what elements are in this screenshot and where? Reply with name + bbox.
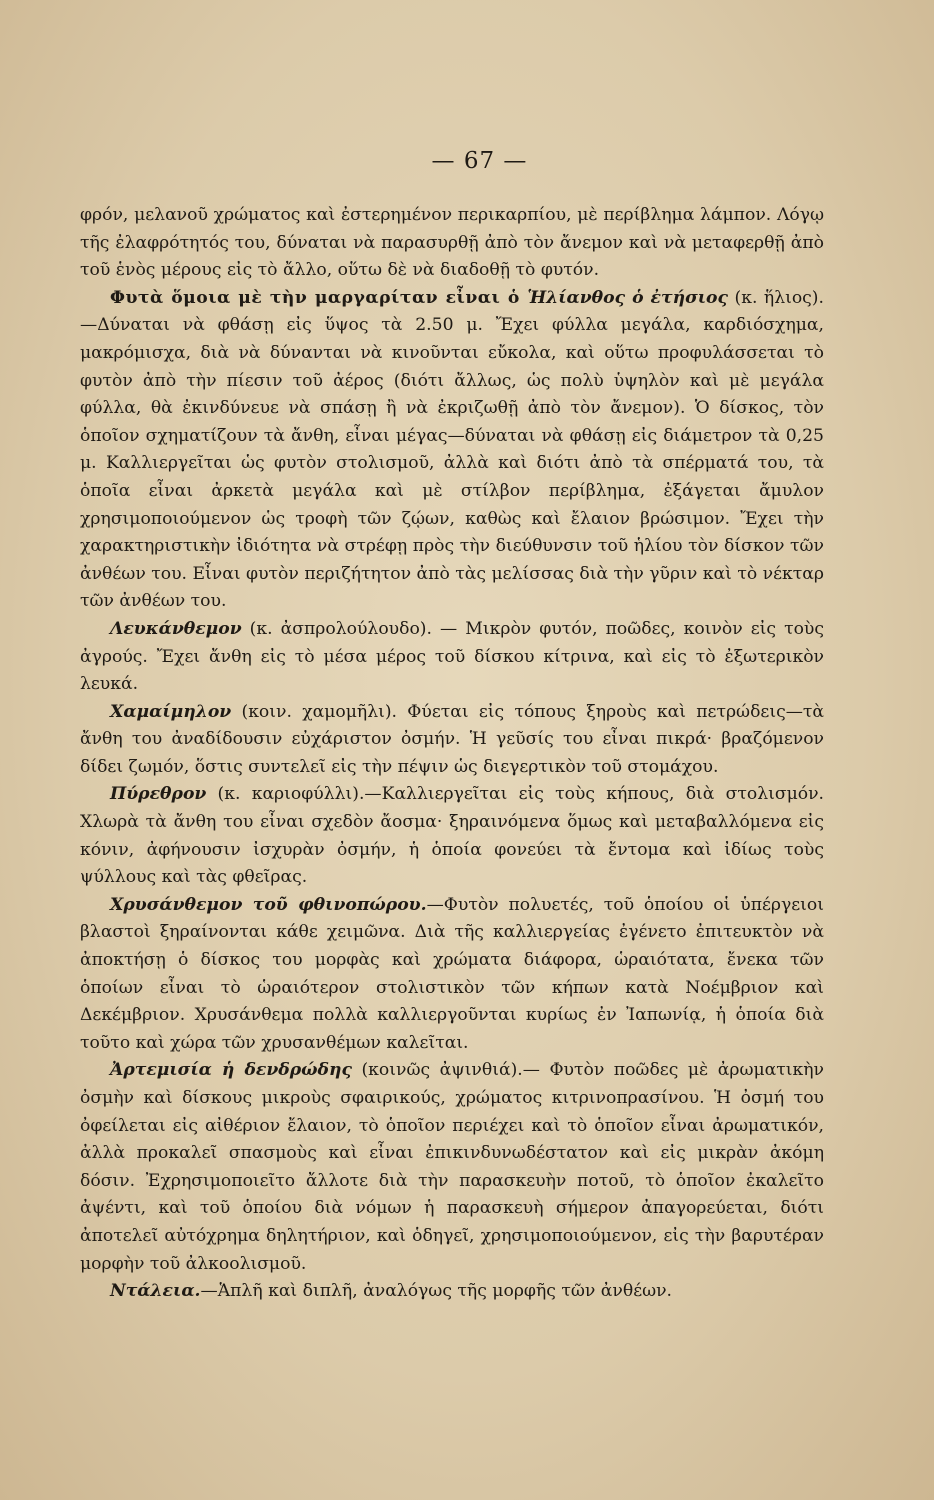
- paragraph-text: —Φυτὸν πολυετές, τοῦ ὁποίου οἱ ὑπέργειοι βλαστοὶ ξηραίνονται κάθε χειμῶνα. Διὰ τῆς καλλιεργείας ἐγένετο ἐπιτευκτὸν νὰ ἀποκτήσῃ ὁ δίσκος του μορφὰς καὶ χρώματα διάφορα, ὡραιότατα, ἔνεκα τῶν ὁποίων εἶναι τὸ ὡραιότερον στολιστικὸν τῶν κήπων κατὰ Νοέμβριον καὶ Δεκέμβριον. Χρυσάνθεμα πολλὰ καλλιεργοῦνται κυρίως ἐν Ἰαπωνίᾳ, ἡ ὁποία διὰ τοῦτο καὶ χώρα τῶν χρυσανθέμων καλεῖται.: [80, 894, 824, 1053]
- plant-term: Χρυσάνθεμον τοῦ φθινοπώρου.: [110, 894, 427, 915]
- body-text: [80, 202, 824, 1306]
- paragraph-chrysanthemum: [80, 892, 824, 1058]
- paragraph-chamomile: [80, 699, 824, 782]
- paragraph-continuation: [80, 202, 824, 285]
- paragraph-leucanthemum: [80, 616, 824, 699]
- plant-term: Ἀρτεμισία ἡ δενδρώδης: [110, 1060, 352, 1081]
- paragraph-text: (κοινῶς ἀψινθιά).— Φυτὸν ποῶδες μὲ ἀρωματικὴν ὀσμὴν καὶ δίσκους μικροὺς σφαιρικούς, χρώματος κιτρινοπρασίνου. Ἡ ὀσμή του ὀφείλεται εἰς αἰθέριον ἔλαιον, τὸ ὁποῖον περιέχει καὶ τὸ ὁποῖον εἶναι ἀρωματικόν, ἀλλὰ προκαλεῖ σπασμοὺς καὶ εἶναι ἐπικινδυνωδέστατον καὶ εἰς μικρὰν ἀκόμη δόσιν. Ἐχρησιμοποιεῖτο ἄλλοτε διὰ τὴν παρασκευὴν ποτοῦ, τὸ ὁποῖον ἐκαλεῖτο ἀψέντι, καὶ τοῦ ὁποίου διὰ νόμων ἡ παρασκευὴ σήμερον ἀπαγορεύεται, διότι ἀποτελεῖ αὐτόχρημα δηλητήριον, καὶ ὁδηγεῖ, χρησιμοποιούμενον, εἰς τὴν βαρυτέραν μορφὴν τοῦ ἀλκοολισμοῦ.: [80, 1060, 824, 1274]
- paragraph-text: (κ. ἀσπρολούλουδο). — Μικρὸν φυτόν, ποῶδες, κοινὸν εἰς τοὺς ἀγρούς. Ἔχει ἄνθη εἰς τὸ μέσα μέρος τοῦ δίσκου κίτρινα, καὶ εἰς τὸ ἐξωτερικὸν λευκά.: [80, 618, 824, 695]
- paragraph-helianthus: [80, 285, 824, 616]
- paragraph-text: φρόν, μελανοῦ χρώματος καὶ ἐστερημένον περικαρπίου, μὲ περίβλημα λάμπον. Λόγῳ τῆς ἐλαφρότητός του, δύναται νὰ παρασυρθῇ ἀπὸ τὸν ἄνεμον καὶ νὰ μεταφερθῇ ἀπὸ τοῦ ἑνὸς μέρους εἰς τὸ ἄλλο, οὕτω δὲ νὰ διαδοθῇ τὸ φυτόν.: [80, 205, 824, 281]
- paragraph-pyrethrum: [80, 781, 824, 891]
- paragraph-lead: Φυτὰ ὅμοια μὲ τὴν μαργαρίταν εἶναι ὁ: [110, 287, 528, 308]
- paragraph-text: (κ. ἥλιος).—Δύναται νὰ φθάσῃ εἰς ὕψος τὰ 2.50 μ. Ἔχει φύλλα μεγάλα, καρδιόσχημα, μακρόμισχα, διὰ νὰ δύνανται νὰ κινοῦνται εὔκολα, καὶ οὕτω προφυλάσσεται τὸ φυτὸν ἀπὸ τὴν πίεσιν τοῦ ἀέρος (διότι ἄλλως, ὡς πολὺ ὑψηλὸν καὶ μὲ μεγάλα φύλλα, θὰ ἐκινδύνευε νὰ σπάσῃ ἢ νὰ ἐκριζωθῇ ἀπὸ τὸν ἄνεμον). Ὁ δίσκος, τὸν ὁποῖον σχηματίζουν τὰ ἄνθη, εἶναι μέγας—δύναται νὰ φθάσῃ εἰς διάμετρον τὰ 0,25 μ. Καλλιεργεῖται ὡς φυτὸν στολισμοῦ, ἀλλὰ καὶ διότι ἀπὸ τὰ σπέρματά του, τὰ ὁποῖα εἶναι ἀρκετὰ μεγάλα καὶ μὲ στίλβον περίβλημα, ἐξάγεται ἄμυλον χρησιμοποιούμενον ὡς τροφὴ τῶν ζῴων, καθὼς καὶ ἔλαιον βρώσιμον. Ἔχει τὴν χαρακτηριστικὴν ἰδιότητα νὰ στρέφῃ πρὸς τὴν διεύθυνσιν τοῦ ἡλίου τὸν δίσκον τῶν ἀνθέων του. Εἶναι φυτὸν περιζήτητον ἀπὸ τὰς μελίσσας διὰ τὴν γῦριν καὶ τὸ νέκταρ τῶν ἀνθέων του.: [80, 287, 824, 612]
- paragraph-dahlia: [80, 1278, 824, 1306]
- paragraph-artemisia: [80, 1057, 824, 1278]
- plant-term: Λευκάνθεμον: [110, 618, 242, 639]
- plant-term: Πύρεθρον: [110, 784, 207, 805]
- paragraph-text: —Ἁπλῆ καὶ διπλῆ, ἀναλόγως τῆς μορφῆς τῶν ἀνθέων.: [200, 1281, 673, 1302]
- page-number: — 67 —: [431, 148, 528, 174]
- paragraph-text: (κοιν. χαμομῆλι). Φύεται εἰς τόπους ξηροὺς καὶ πετρώδεις—τὰ ἄνθη του ἀναδίδουσιν εὐχάριστον ὀσμήν. Ἡ γεῦσίς του εἶναι πικρά· βραζόμενον δίδει ζωμόν, ὅστις συντελεῖ εἰς τὴν πέψιν ὡς διεγερτικὸν τοῦ στομάχου.: [80, 701, 824, 777]
- plant-term: Ντάλεια.: [110, 1281, 201, 1302]
- plant-term: Ἡλίανθος ὁ ἐτήσιος: [527, 287, 728, 308]
- plant-term: Χαμαίμηλον: [110, 701, 232, 722]
- paragraph-text: (κ. καριοφύλλι).—Καλλιεργεῖται εἰς τοὺς κήπους, διὰ στολισμόν. Χλωρὰ τὰ ἄνθη του εἶναι σχεδὸν ἄοσμα· ξηραινόμενα ὅμως καὶ μεταβαλλόμενα εἰς κόνιν, ἀφήνουσιν ἰσχυρὰν ὀσμήν, ἡ ὁποία φονεύει τὰ ἔντομα καὶ ἰδίως τοὺς ψύλλους καὶ τὰς φθεῖρας.: [80, 784, 824, 888]
